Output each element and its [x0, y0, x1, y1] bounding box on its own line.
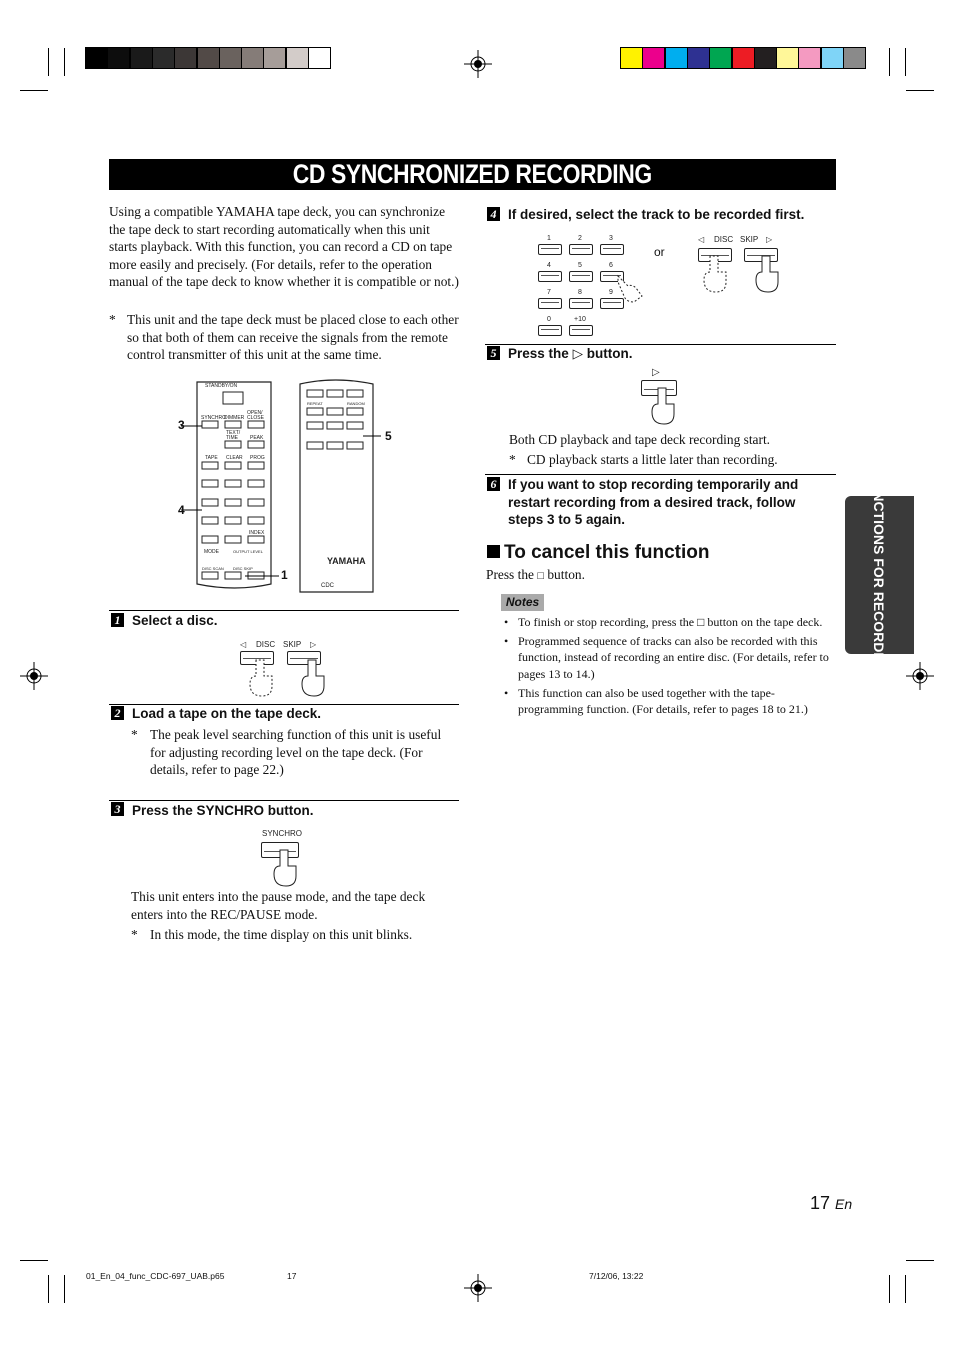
skip-right-arrow-icon: ▷	[766, 235, 773, 244]
key-label: 9	[609, 289, 613, 296]
mode-label: MODE	[204, 549, 219, 555]
output-level-label: OUTPUT LEVEL	[233, 549, 263, 554]
step-6-rule	[485, 474, 836, 475]
step-3-body: This unit enters into the pause mode, and the tape deck enters into the REC/PAUSE mode.	[131, 889, 426, 922]
pointing-hand-icon	[248, 658, 328, 700]
text-time-label: TEXT/ TIME	[226, 430, 241, 441]
crop-mark	[905, 48, 906, 76]
disc-label: DISC	[256, 640, 276, 649]
remote-body-icon	[175, 378, 405, 596]
color-swatch	[198, 48, 219, 68]
tape-label: TAPE	[205, 455, 218, 461]
footer-filename: 01_En_04_func_CDC-697_UAB.p65	[86, 1271, 225, 1281]
standby-label: STANDBY/ON	[205, 383, 238, 389]
cancel-heading: To cancel this function	[487, 542, 710, 564]
step-5-title-pre: Press the	[508, 346, 569, 361]
step-5-title	[508, 345, 632, 363]
registration-mark-icon	[464, 50, 492, 78]
cancel-text-pre: Press the	[486, 567, 534, 582]
random-label: RANDOM	[347, 401, 365, 406]
skip-label: SKIP	[740, 235, 759, 244]
registration-mark-icon	[906, 662, 934, 690]
color-swatch	[621, 48, 642, 68]
step-1-rule	[109, 610, 459, 611]
repeat-label: REPEAT	[307, 401, 323, 406]
step-5-body: Both CD playback and tape deck recording start.	[509, 432, 771, 447]
synchro-label: SYNCHRO	[201, 415, 227, 421]
color-swatch	[86, 48, 107, 68]
color-swatch	[643, 48, 664, 68]
key-label: 6	[609, 262, 613, 269]
pointing-hand-icon	[614, 274, 644, 304]
registration-mark-icon	[20, 662, 48, 690]
key-7[interactable]	[538, 298, 562, 309]
remote-illustration	[175, 378, 405, 596]
note-item: • To finish or stop recording, press the □ button on the tape deck.	[504, 614, 834, 630]
color-swatch	[710, 48, 731, 68]
registration-mark-icon	[464, 1274, 492, 1302]
disc-label: DISC	[714, 235, 734, 244]
peak-label: PEAK	[250, 435, 264, 441]
play-icon: ▷	[572, 346, 583, 361]
step-3-rule	[109, 800, 459, 801]
disc-left-arrow-icon: ◁	[240, 640, 247, 649]
cancel-text-post: button.	[547, 567, 585, 582]
key-label: 1	[547, 235, 551, 242]
step-4-title: If desired, select the track to be recorded first.	[508, 207, 805, 222]
disc-left-arrow-icon: ◁	[698, 235, 705, 244]
square-bullet-icon	[487, 545, 500, 558]
footer-date: 7/12/06, 13:22	[589, 1271, 644, 1281]
color-swatch	[799, 48, 820, 68]
color-swatch	[242, 48, 263, 68]
crop-mark	[20, 90, 48, 91]
intro-paragraph: Using a compatible YAMAHA tape deck, you can synchronize the tape deck to start recording automatically when this unit starts playback. With this function, you can record a CD on tape more easily and precisely. (For details, refer to the operation manual of the tape deck to know whether it is compatible or not.)	[109, 204, 459, 290]
page-title: CD SYNCHRONIZED RECORDING	[109, 159, 836, 190]
callout-4: 4	[178, 503, 185, 517]
key-label: 0	[547, 316, 551, 323]
pointing-hand-icon	[272, 848, 302, 888]
step-3-title: Press the SYNCHRO button.	[132, 803, 314, 818]
key-label: 4	[547, 262, 551, 269]
crop-mark	[906, 1260, 934, 1261]
page-number: 17 En	[810, 1193, 853, 1213]
note-item: • This function can also be used together with the tape-programming function. (For details, refer to pages 18 to 21.)	[504, 685, 834, 717]
key-label: 2	[578, 235, 582, 242]
disc-skip-figure	[694, 234, 784, 294]
index-label: INDEX	[249, 530, 265, 536]
pointing-hand-icon	[702, 254, 782, 296]
color-swatch	[220, 48, 241, 68]
key-label: 8	[578, 289, 582, 296]
step-5-number: 5	[487, 346, 500, 360]
color-swatch	[666, 48, 687, 68]
key-8[interactable]	[569, 298, 593, 309]
step-2-note-text: The peak level searching function of this unit is useful for adjusting recording level on the tape deck. (For details, refer to page 22.)	[150, 727, 442, 778]
color-swatch	[131, 48, 152, 68]
crop-mark	[64, 1275, 65, 1303]
disc-scan-label: DISC SCAN	[202, 566, 224, 571]
notes-list	[504, 614, 834, 717]
dimmer-label: DIMMER	[224, 415, 245, 421]
step-5-note: * CD playback starts a little later than recording.	[509, 451, 835, 469]
model-label: CDC	[321, 583, 334, 589]
key-label: +10	[574, 316, 586, 323]
play-icon: ▷	[652, 367, 660, 378]
cancel-text	[486, 566, 585, 586]
footer-page: 17	[287, 1271, 297, 1281]
crop-mark	[20, 1260, 48, 1261]
color-swatch	[264, 48, 285, 68]
step-3-number: 3	[111, 802, 124, 816]
skip-right-arrow-icon: ▷	[310, 640, 317, 649]
crop-mark	[48, 48, 49, 76]
clear-label: CLEAR	[226, 455, 243, 461]
crop-mark	[906, 90, 934, 91]
yamaha-logo: YAMAHA	[327, 556, 366, 566]
color-swatch	[822, 48, 843, 68]
color-swatch	[153, 48, 174, 68]
color-swatch	[309, 48, 330, 68]
color-swatch	[108, 48, 129, 68]
or-text: or	[654, 245, 665, 259]
step-6-number: 6	[487, 477, 500, 491]
color-swatch	[733, 48, 754, 68]
step-4-number: 4	[487, 207, 500, 221]
key-5[interactable]	[569, 271, 593, 282]
key-1[interactable]	[538, 244, 562, 255]
stop-icon: □	[537, 570, 544, 582]
step-1-title: Select a disc.	[132, 613, 218, 628]
crop-mark	[905, 1275, 906, 1303]
step-1-number: 1	[111, 613, 124, 627]
step-2-number: 2	[111, 706, 124, 720]
section-side-tab: FUNCTIONS FOR RECORDING	[845, 496, 914, 654]
color-swatch	[287, 48, 308, 68]
intro-note: * This unit and the tape deck must be placed close to each other so that both of them can receive the signals from the remote control transmitter of this unit at the same time.	[109, 312, 459, 363]
step-2-note: * The peak level searching function of this unit is useful for adjusting recording level on the tape deck. (For details, refer to page 22.)	[131, 726, 459, 779]
key-2[interactable]	[569, 244, 593, 255]
callout-1: 1	[281, 568, 288, 582]
color-swatch	[777, 48, 798, 68]
disc-skip-figure	[238, 638, 328, 698]
key-label: 7	[547, 289, 551, 296]
intro-note-text: This unit and the tape deck must be placed close to each other so that both of them can receive the signals from the remote control transmitter of this unit at the same time.	[127, 312, 459, 363]
step-5-note-text: CD playback starts a little later than recording.	[527, 452, 778, 467]
color-swatch	[844, 48, 865, 68]
callout-5: 5	[385, 429, 392, 443]
synchro-figure-label: SYNCHRO	[262, 829, 303, 838]
step-5-title-post: button.	[586, 346, 633, 361]
step-3-note-text: In this mode, the time display on this unit blinks.	[150, 927, 413, 942]
key-plus10[interactable]	[569, 325, 593, 336]
crop-mark	[64, 48, 65, 76]
prog-label: PROG	[250, 455, 265, 461]
notes-label: Notes	[501, 594, 544, 611]
numeric-keypad-figure	[536, 234, 646, 334]
key-3[interactable]	[600, 244, 624, 255]
note-item: • Programmed sequence of tracks can also be recorded with this function, instead of recording an entire disc. (For details, refer to pages 13 to 14.)	[504, 633, 834, 682]
key-label: 3	[609, 235, 613, 242]
disc-skip-label: DISC SKIP	[233, 566, 253, 571]
key-4[interactable]	[538, 271, 562, 282]
callout-3: 3	[178, 418, 185, 432]
crop-mark	[889, 1275, 890, 1303]
color-swatch	[755, 48, 776, 68]
step-2-title: Load a tape on the tape deck.	[132, 706, 322, 721]
crop-mark	[48, 1275, 49, 1303]
open-close-label: OPEN/ CLOSE	[247, 410, 264, 421]
color-swatch	[688, 48, 709, 68]
key-0[interactable]	[538, 325, 562, 336]
skip-label: SKIP	[283, 640, 302, 649]
crop-mark	[889, 48, 890, 76]
key-label: 5	[578, 262, 582, 269]
step-3-note: * In this mode, the time display on this unit blinks.	[131, 926, 459, 944]
step-6-title: If you want to stop recording temporarily and restart recording from a desired track, follow steps 3 to 5 again.	[508, 477, 799, 527]
color-swatch	[175, 48, 196, 68]
pointing-hand-icon	[650, 386, 680, 426]
